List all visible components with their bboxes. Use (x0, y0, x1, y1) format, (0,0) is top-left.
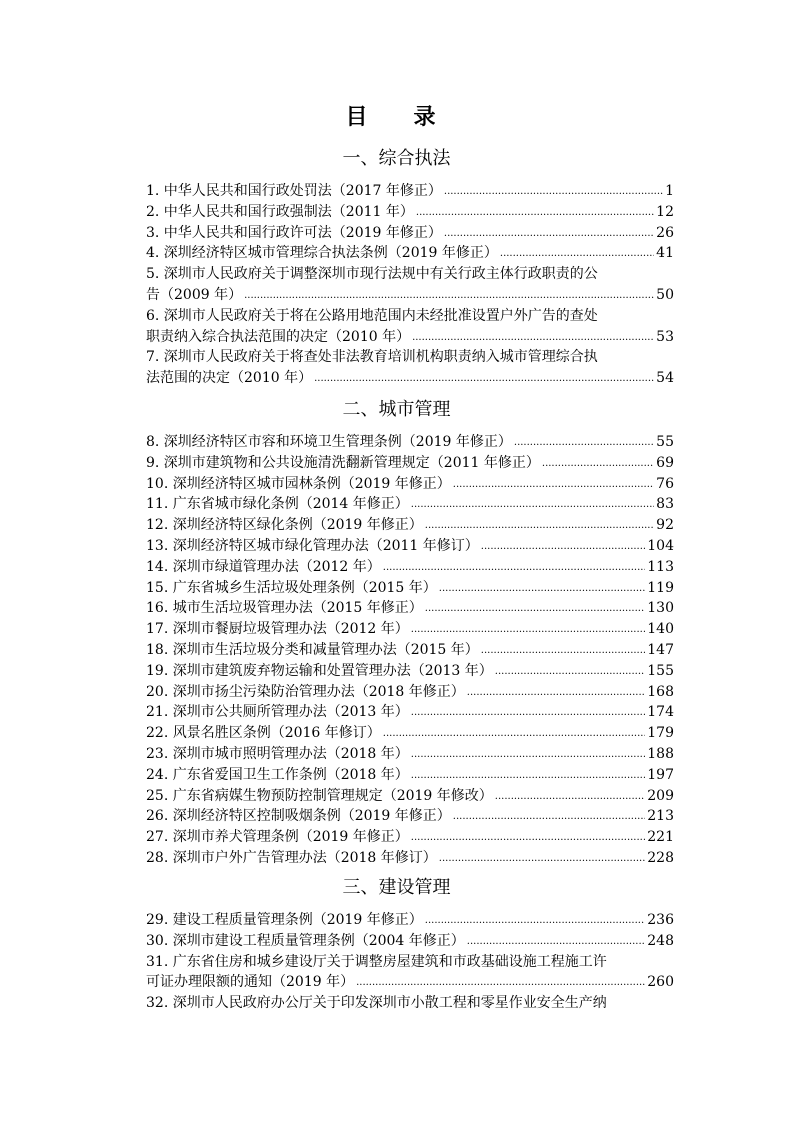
page-number: 147 (647, 642, 674, 658)
toc-entry[interactable] (146, 598, 674, 619)
page-number: 41 (656, 245, 674, 262)
page-number: 236 (647, 912, 674, 928)
toc-entry-title: 17. 深圳市餐厨垃圾管理办法（2012 年） (146, 621, 409, 638)
toc-entry[interactable] (146, 827, 674, 848)
toc-entry[interactable] (146, 578, 674, 599)
toc-entry[interactable] (146, 661, 674, 682)
dot-leader (425, 516, 654, 537)
toc-entry[interactable] (146, 453, 674, 474)
dot-leader (495, 662, 645, 683)
dot-leader (356, 973, 645, 994)
dot-leader (500, 244, 654, 265)
page-number: 213 (647, 808, 674, 825)
toc-entry-title: 4. 深圳经济特区城市管理综合执法条例（2019 年修正） (146, 245, 498, 262)
toc-entry-title: 3. 中华人民共和国行政许可法（2019 年修正） (146, 224, 442, 241)
dot-leader (425, 599, 645, 620)
toc-entry[interactable] (146, 202, 674, 223)
page-number: 53 (656, 328, 674, 345)
toc-entry-title: 28. 深圳市户外广告管理办法（2018 年修订） (146, 850, 437, 866)
toc-entry-title: 32. 深圳市人民政府办公厅关于印发深圳市小散工程和零星作业安全生产纳 (146, 995, 607, 1012)
dot-leader (411, 828, 645, 849)
toc-entry-title: 7. 深圳市人民政府关于将查处非法教育培训机构职责纳入城市管理综合执 (146, 349, 598, 366)
toc-entry-title: 23. 深圳市城市照明管理办法（2018 年） (146, 746, 409, 762)
page-number: 113 (647, 558, 674, 575)
dot-leader (244, 286, 654, 307)
page-number: 197 (647, 766, 674, 783)
page-number: 104 (647, 538, 674, 554)
toc-entry[interactable] (146, 181, 674, 202)
page-number: 76 (656, 475, 674, 492)
toc-entry[interactable] (146, 223, 674, 244)
toc-entry[interactable] (146, 306, 674, 348)
dot-leader (444, 182, 663, 203)
page-number: 221 (647, 829, 674, 846)
dot-leader (481, 537, 645, 558)
dot-leader (439, 579, 645, 600)
toc-entry-title: 20. 深圳市扬尘污染防治管理办法（2018 年修正） (146, 683, 465, 700)
page-number: 168 (647, 683, 674, 700)
dot-leader (514, 433, 654, 454)
dot-leader (411, 703, 645, 724)
dot-leader (411, 766, 645, 787)
page-number: 92 (656, 517, 674, 534)
dot-leader (467, 932, 645, 953)
toc-entry-title: 16. 城市生活垃圾管理办法（2015 年修正） (146, 600, 423, 617)
toc-entry[interactable] (146, 264, 674, 306)
section-heading: 三、建设管理 (342, 877, 451, 898)
toc-entry-title: 27. 深圳市养犬管理条例（2019 年修正） (146, 829, 409, 846)
toc-entry-title: 8. 深圳经济特区市容和环境卫生管理条例（2019 年修正） (146, 434, 512, 450)
page-number: 179 (647, 725, 674, 742)
toc-entry-title: 5. 深圳市人民政府关于调整深圳市现行法规中有关行政主体行政职责的公 (146, 266, 598, 283)
page-number: 119 (647, 579, 674, 596)
toc-entry[interactable] (146, 744, 674, 765)
section-heading: 一、综合执法 (342, 148, 451, 169)
page-number: 130 (647, 600, 674, 617)
dot-leader (411, 495, 654, 516)
toc-entry[interactable] (146, 952, 674, 994)
page-number: 1 (665, 183, 674, 199)
dot-leader (542, 454, 654, 475)
dot-leader (383, 724, 645, 745)
page-number: 209 (647, 787, 674, 804)
dot-leader (425, 911, 645, 932)
toc-entry[interactable] (146, 993, 674, 1014)
toc-entry-title: 1. 中华人民共和国行政处罚法（2017 年修正） (146, 183, 442, 199)
toc-entry-title: 18. 深圳市生活垃圾分类和减量管理办法（2015 年） (146, 642, 479, 658)
toc-entry[interactable] (146, 765, 674, 786)
toc-entry[interactable] (146, 536, 674, 557)
page-number: 228 (647, 850, 674, 866)
toc-entry-title: 19. 深圳市建筑废弃物运输和处置管理办法（2013 年） (146, 662, 493, 679)
toc-entry[interactable] (146, 931, 674, 952)
page-number: 26 (656, 224, 674, 241)
dot-leader (495, 787, 645, 808)
toc-entry[interactable] (146, 243, 674, 264)
dot-leader (439, 849, 645, 870)
toc-entry-title: 22. 风景名胜区条例（2016 年修订） (146, 725, 381, 742)
toc-entry[interactable] (146, 910, 674, 931)
toc-entry-title: 15. 广东省城乡生活垃圾处理条例（2015 年） (146, 579, 437, 596)
toc-entry-title: 26. 深圳经济特区控制吸烟条例（2019 年修正） (146, 808, 451, 825)
toc-entry-title: 可证办理限额的通知（2019 年） (146, 974, 355, 991)
toc-entry-title: 29. 建设工程质量管理条例（2019 年修正） (146, 912, 423, 928)
toc-entry-title: 13. 深圳经济特区城市绿化管理办法（2011 年修订） (146, 538, 479, 554)
toc-entry-title: 24. 广东省爱国卫生工作条例（2018 年） (146, 766, 409, 783)
page-number: 55 (656, 434, 674, 450)
toc-entry[interactable] (146, 619, 674, 640)
page-number: 260 (647, 974, 674, 991)
toc-entry-title: 30. 深圳市建设工程质量管理条例（2004 年修正） (146, 932, 465, 949)
toc-entry-title: 法范围的决定（2010 年） (146, 370, 313, 387)
dot-leader (411, 620, 645, 641)
toc-entry[interactable] (146, 682, 674, 703)
toc-entry[interactable] (146, 806, 674, 827)
page-number: 155 (647, 662, 674, 679)
toc-entry-title: 21. 深圳市公共厕所管理办法（2013 年） (146, 704, 409, 721)
toc-entry-title: 职责纳入综合执法范围的决定（2010 年） (146, 328, 411, 345)
dot-leader (481, 641, 645, 662)
page-number: 83 (656, 496, 674, 513)
toc-entry-title: 告（2009 年） (146, 286, 243, 303)
toc-entry-title: 31. 广东省住房和城乡建设厅关于调整房屋建筑和市政基础设施工程施工许 (146, 953, 607, 970)
dot-leader (411, 745, 645, 766)
dot-leader (453, 807, 645, 828)
page-number: 50 (656, 286, 674, 303)
toc-entry[interactable] (146, 723, 674, 744)
dot-leader (383, 558, 645, 579)
dot-leader (467, 683, 645, 704)
toc-entry[interactable] (146, 515, 674, 536)
page-number: 54 (656, 370, 674, 387)
dot-leader (416, 203, 654, 224)
page-number: 140 (647, 621, 674, 638)
dot-leader (453, 475, 654, 496)
dot-leader (444, 224, 654, 245)
toc-entry-title: 12. 深圳经济特区绿化条例（2019 年修正） (146, 517, 423, 534)
page-number: 188 (647, 746, 674, 762)
dot-leader (314, 369, 654, 390)
page-number: 69 (656, 454, 674, 471)
toc-entry-title: 11. 广东省城市绿化条例（2014 年修正） (146, 496, 409, 513)
toc-entry[interactable] (146, 494, 674, 515)
toc-entry-title: 2. 中华人民共和国行政强制法（2011 年） (146, 203, 414, 220)
page-number: 174 (647, 704, 674, 721)
page-title: 目 录 (345, 104, 448, 130)
section-heading: 二、城市管理 (342, 399, 451, 420)
toc-entry-title: 9. 深圳市建筑物和公共设施清洗翻新管理规定（2011 年修正） (146, 454, 540, 471)
toc-entry-title: 25. 广东省病媒生物预防控制管理规定（2019 年修改） (146, 787, 493, 804)
page-number: 12 (656, 203, 674, 220)
toc-entry[interactable] (146, 786, 674, 807)
dot-leader (412, 328, 654, 349)
toc-entry[interactable] (146, 848, 674, 869)
toc-entry[interactable] (146, 702, 674, 723)
toc-entry[interactable] (146, 640, 674, 661)
toc-entry-title: 10. 深圳经济特区城市园林条例（2019 年修正） (146, 475, 451, 492)
toc-entry[interactable] (146, 432, 674, 453)
toc-entry[interactable] (146, 557, 674, 578)
toc-entry-title: 14. 深圳市绿道管理办法（2012 年） (146, 558, 381, 575)
page-number: 248 (647, 932, 674, 949)
toc-entry[interactable] (146, 347, 674, 389)
toc-entry[interactable] (146, 474, 674, 495)
toc-entry-title: 6. 深圳市人民政府关于将在公路用地范围内未经批准设置户外广告的查处 (146, 307, 598, 324)
